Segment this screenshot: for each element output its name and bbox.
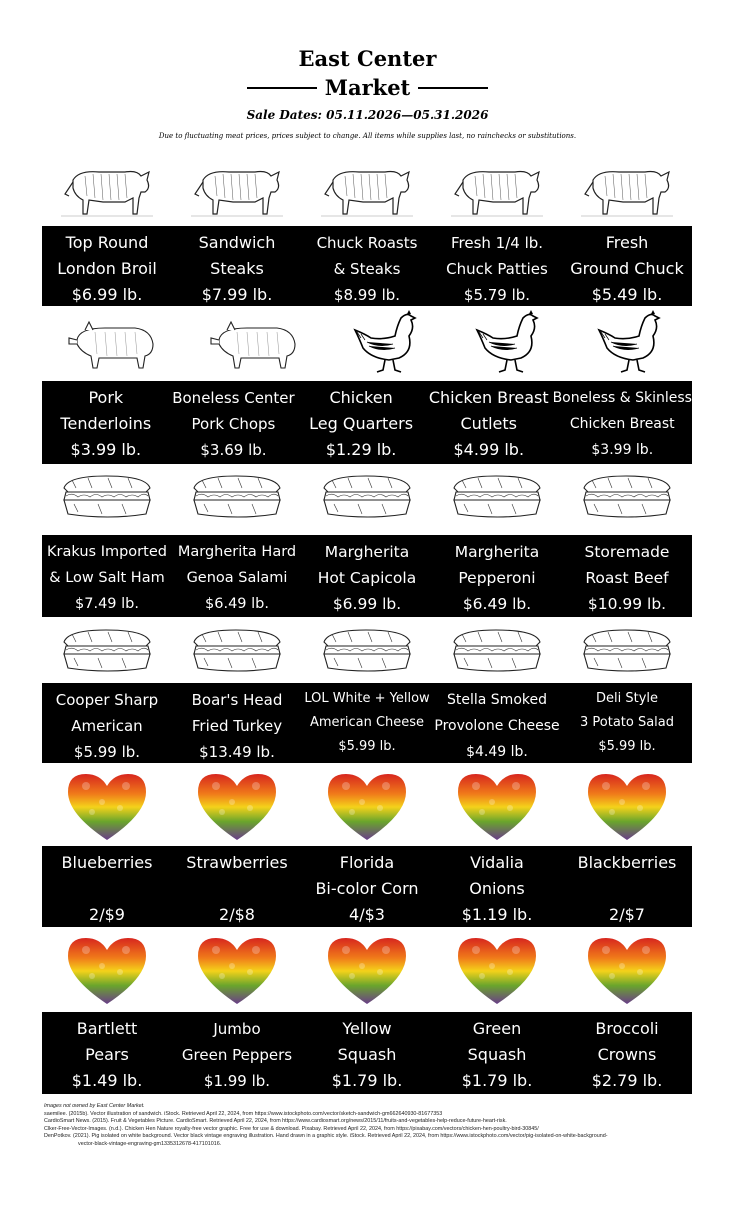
product-cell: Cooper Sharp American $5.99 lb. bbox=[42, 683, 172, 763]
flyer-header bbox=[0, 44, 735, 140]
price: $1.49 lb. bbox=[71, 1071, 143, 1090]
store-name-line2: Market bbox=[324, 75, 411, 100]
price: $3.69 lb. bbox=[200, 441, 267, 459]
chicken-icon bbox=[349, 308, 425, 374]
price: $5.49 lb. bbox=[591, 285, 663, 304]
sandwich-icon bbox=[448, 624, 546, 678]
product-cell: Boneless Center Pork Chops $3.69 lb. bbox=[170, 381, 298, 464]
veggie-heart-icon bbox=[192, 932, 282, 1008]
product-cell: Stella Smoked Provolone Cheese $4.49 lb. bbox=[432, 683, 562, 763]
reference-line: saemilee. (2015b). Vector illustration of sandwich. iStock. Retrieved April 22, 2024, from https://www.istockphoto.com/vector/sketch-sandwich-gm662640930-81677353 bbox=[44, 1110, 443, 1117]
veggie-heart-icon bbox=[322, 932, 412, 1008]
title-row-2 bbox=[0, 74, 735, 102]
sandwich-icon bbox=[578, 470, 676, 524]
price: $6.99 lb. bbox=[71, 285, 143, 304]
product-cell: Fresh 1/4 lb. Chuck Patties $5.79 lb. bbox=[432, 226, 562, 306]
veggie-heart-icon bbox=[62, 768, 152, 844]
price: $8.99 lb. bbox=[333, 286, 401, 304]
sandwich-icon bbox=[578, 624, 676, 678]
cow-icon bbox=[189, 158, 285, 220]
cow-icon bbox=[319, 158, 415, 220]
price-band-deli-2 bbox=[42, 683, 692, 763]
price: $5.99 lb. bbox=[598, 739, 656, 754]
price: $4.99 lb. bbox=[453, 440, 525, 459]
sandwich-icon bbox=[58, 624, 156, 678]
product-cell: Strawberries 2/$8 bbox=[172, 846, 302, 927]
product-cell: Boar's Head Fried Turkey $13.49 lb. bbox=[172, 683, 302, 763]
store-name-line1: East Center bbox=[298, 46, 437, 71]
price-band-produce-2 bbox=[42, 1012, 692, 1094]
reference-line: DenPotkov. (2021). Pig isolated on white background. Vector black vintage engraving illustration. Hand drawn in a graphic style. iStock. Retrieved April 22, 2024, from https://www.istockphoto.com/vector/pig-isolated-on-white-background- bbox=[44, 1133, 608, 1139]
product-cell: Blueberries 2/$9 bbox=[42, 846, 172, 927]
price: $4.49 lb. bbox=[466, 744, 528, 760]
product-cell: Fresh Ground Chuck $5.49 lb. bbox=[562, 226, 692, 306]
image-references bbox=[44, 1103, 694, 1148]
veggie-heart-icon bbox=[322, 768, 412, 844]
price: 2/$8 bbox=[219, 905, 255, 924]
price: $7.49 lb. bbox=[75, 596, 139, 612]
veggie-heart-icon bbox=[452, 768, 542, 844]
price: $2.79 lb. bbox=[591, 1071, 663, 1090]
price-band-produce-1 bbox=[42, 846, 692, 927]
price: $1.19 lb. bbox=[461, 905, 533, 924]
sandwich-icon bbox=[318, 624, 416, 678]
price: $1.99 lb. bbox=[203, 1072, 271, 1090]
product-cell: Green Squash $1.79 lb. bbox=[432, 1012, 562, 1094]
product-cell: Blackberries 2/$7 bbox=[562, 846, 692, 927]
veggie-heart-icon bbox=[62, 932, 152, 1008]
sandwich-icon bbox=[188, 624, 286, 678]
chicken-icon bbox=[471, 308, 547, 374]
product-cell: Pork Tenderloins $3.99 lb. bbox=[42, 381, 170, 464]
chicken-icon bbox=[593, 308, 669, 374]
price: $5.79 lb. bbox=[463, 286, 531, 304]
price: $10.99 lb. bbox=[587, 595, 667, 613]
veggie-heart-icon bbox=[582, 932, 672, 1008]
price: $5.99 lb. bbox=[338, 739, 396, 754]
sandwich-icon bbox=[448, 470, 546, 524]
product-cell: Vidalia Onions $1.19 lb. bbox=[432, 846, 562, 927]
price: $3.99 lb. bbox=[591, 442, 654, 458]
image-row-sandwiches-2 bbox=[42, 624, 692, 678]
price: $1.79 lb. bbox=[331, 1071, 403, 1090]
reference-line: vector-black-vintage-engraving-gm1335312678-417101016. bbox=[78, 1140, 222, 1147]
price: $1.79 lb. bbox=[461, 1071, 533, 1090]
price: 4/$3 bbox=[349, 905, 385, 924]
cow-icon bbox=[449, 158, 545, 220]
product-cell: Yellow Squash $1.79 lb. bbox=[302, 1012, 432, 1094]
product-cell: Krakus Imported & Low Salt Ham $7.49 lb. bbox=[42, 535, 172, 617]
price: $13.49 lb. bbox=[199, 743, 275, 761]
image-row-produce-1 bbox=[42, 768, 692, 844]
cow-icon bbox=[579, 158, 675, 220]
image-row-cows bbox=[42, 158, 692, 220]
product-cell: Margherita Hot Capicola $6.99 lb. bbox=[302, 535, 432, 617]
reference-line: Clker-Free-Vector-Images. (n.d.). Chicken Hen Nature royalty-free vector graphic. Free for use & download. Pixabay. Retrieved April 22, 2024, from https://pixabay.com/vectors/chicken-hen-poultry-bird-30845/ bbox=[44, 1125, 539, 1132]
pig-icon bbox=[207, 314, 303, 374]
product-cell: Deli Style 3 Potato Salad $5.99 lb. bbox=[562, 683, 692, 763]
cow-icon bbox=[59, 158, 155, 220]
product-cell: Broccoli Crowns $2.79 lb. bbox=[562, 1012, 692, 1094]
reference-line: CardioSmart News. (2015). Fruit & Vegetables Picture. CardioSmart. Retrieved April 22, 2024, from https://www.cardiosmart.org/news/2015/11/fruits-and-vegetables-help-reduce-future-heart-risk. bbox=[44, 1118, 507, 1124]
product-cell: Chuck Roasts & Steaks $8.99 lb. bbox=[302, 226, 432, 306]
product-cell: Sandwich Steaks $7.99 lb. bbox=[172, 226, 302, 306]
sandwich-icon bbox=[58, 470, 156, 524]
price-band-pork-chicken bbox=[42, 381, 692, 464]
product-cell: LOL White + Yellow American Cheese $5.99 lb. bbox=[302, 683, 432, 763]
veggie-heart-icon bbox=[452, 932, 542, 1008]
price: $3.99 lb. bbox=[70, 440, 142, 459]
reference-line: Images not owned by East Center Market. bbox=[44, 1103, 145, 1109]
title-row bbox=[0, 44, 735, 74]
product-cell: Storemade Roast Beef $10.99 lb. bbox=[562, 535, 692, 617]
product-cell: Florida Bi-color Corn 4/$3 bbox=[302, 846, 432, 927]
product-cell: Top Round London Broil $6.99 lb. bbox=[42, 226, 172, 306]
image-row-produce-2 bbox=[42, 932, 692, 1008]
sandwich-icon bbox=[318, 470, 416, 524]
product-cell: Bartlett Pears $1.49 lb. bbox=[42, 1012, 172, 1094]
price: $1.29 lb. bbox=[325, 440, 397, 459]
veggie-heart-icon bbox=[192, 768, 282, 844]
price-band-beef bbox=[42, 226, 692, 306]
price: $5.99 lb. bbox=[73, 743, 141, 761]
veggie-heart-icon bbox=[582, 768, 672, 844]
product-cell: Jumbo Green Peppers $1.99 lb. bbox=[172, 1012, 302, 1094]
product-cell: Margherita Hard Genoa Salami $6.49 lb. bbox=[172, 535, 302, 617]
image-row-sandwiches-1 bbox=[42, 470, 692, 524]
image-row-pork-chicken bbox=[42, 308, 692, 374]
price-disclaimer: Due to fluctuating meat prices, prices subject to change. All items while supplies last, no rainchecks or substitutions. bbox=[158, 132, 577, 140]
price: $6.49 lb. bbox=[462, 595, 532, 613]
title-rule-right bbox=[418, 87, 488, 89]
price: $6.49 lb. bbox=[205, 596, 269, 612]
sale-dates: Sale Dates: 05.11.2026—05.31.2026 bbox=[246, 108, 489, 122]
pig-icon bbox=[65, 314, 161, 374]
price: $7.99 lb. bbox=[201, 285, 273, 304]
title-rule-left bbox=[247, 87, 317, 89]
price: 2/$7 bbox=[609, 905, 645, 924]
product-cell: Chicken Leg Quarters $1.29 lb. bbox=[297, 381, 425, 464]
product-cell: Margherita Pepperoni $6.49 lb. bbox=[432, 535, 562, 617]
product-cell: Boneless & Skinless Chicken Breast $3.99 lb. bbox=[553, 381, 692, 464]
price: 2/$9 bbox=[89, 905, 125, 924]
price-band-deli-1 bbox=[42, 535, 692, 617]
product-cell: Chicken Breast Cutlets $4.99 lb. bbox=[425, 381, 553, 464]
sandwich-icon bbox=[188, 470, 286, 524]
price: $6.99 lb. bbox=[332, 595, 402, 613]
